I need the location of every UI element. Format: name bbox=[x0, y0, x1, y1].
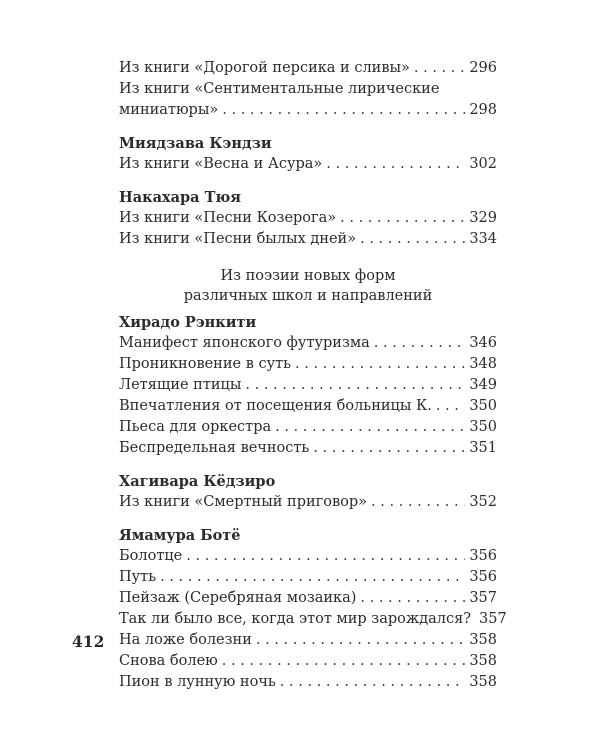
entry-title: Путь bbox=[119, 569, 157, 585]
toc-entry[interactable] bbox=[119, 567, 497, 588]
entry-page: 358 bbox=[469, 632, 497, 648]
entry-page: 329 bbox=[469, 210, 497, 226]
entry-title: Из книги «Весна и Асура» bbox=[119, 156, 323, 172]
toc-entry[interactable] bbox=[119, 630, 497, 651]
dot-leader bbox=[360, 229, 465, 250]
entry-page: 358 bbox=[469, 653, 497, 669]
dot-leader bbox=[326, 154, 465, 175]
toc-entry[interactable] bbox=[119, 154, 497, 175]
entry-title-continued: миниатюры» bbox=[119, 102, 219, 118]
entry-title: На ложе болезни bbox=[119, 632, 252, 648]
entry-page: 349 bbox=[469, 377, 497, 393]
dot-leader bbox=[186, 546, 465, 567]
dot-leader bbox=[160, 567, 465, 588]
toc-entry[interactable] bbox=[119, 492, 497, 513]
entry-page: 357 bbox=[469, 590, 497, 606]
entry-page: 351 bbox=[469, 440, 497, 456]
section-heading-line2: различных школ и направлений bbox=[183, 288, 433, 304]
author-heading: Накахара Тюя bbox=[119, 189, 241, 206]
toc-entry-line1[interactable] bbox=[119, 79, 497, 100]
entry-page: 334 bbox=[469, 231, 497, 247]
entry-page: 302 bbox=[469, 156, 497, 172]
toc-entry[interactable] bbox=[119, 546, 497, 567]
entry-title: Пьеса для оркестра bbox=[119, 419, 272, 435]
entry-page: 358 bbox=[469, 674, 497, 690]
entry-title: Из книги «Смертный приговор» bbox=[119, 494, 368, 510]
dot-leader bbox=[245, 375, 465, 396]
entry-page: 352 bbox=[469, 494, 497, 510]
toc-entry[interactable] bbox=[119, 333, 497, 354]
entry-title: Манифест японского футуризма bbox=[119, 335, 370, 351]
entry-title: Снова болею bbox=[119, 653, 218, 669]
toc-entry[interactable] bbox=[119, 229, 497, 250]
toc-entry[interactable] bbox=[119, 672, 497, 693]
entry-page: 356 bbox=[469, 548, 497, 564]
entry-title: Так ли было все, когда этот мир зарождался? bbox=[119, 611, 472, 627]
entry-title: Болотце bbox=[119, 548, 183, 564]
dot-leader bbox=[313, 438, 465, 459]
dot-leader bbox=[374, 333, 466, 354]
dot-leader bbox=[436, 396, 465, 417]
section-heading bbox=[119, 266, 497, 306]
toc-entry[interactable] bbox=[119, 208, 497, 229]
entry-page: 346 bbox=[469, 335, 497, 351]
author-heading: Ямамура Ботё bbox=[119, 527, 241, 544]
dot-leader bbox=[414, 58, 465, 79]
entry-title: Впечатления от посещения больницы К. bbox=[119, 398, 432, 414]
toc-entry[interactable] bbox=[119, 588, 497, 609]
entry-title: Из книги «Песни Козерога» bbox=[119, 210, 337, 226]
entry-title: Из книги «Дорогой персика и сливы» bbox=[119, 60, 410, 76]
toc-entry[interactable] bbox=[119, 609, 507, 630]
dot-leader bbox=[222, 100, 465, 121]
dot-leader bbox=[280, 672, 466, 693]
entry-page: 350 bbox=[469, 419, 497, 435]
entry-title: Беспредельная вечность bbox=[119, 440, 310, 456]
dot-leader bbox=[275, 417, 465, 438]
entry-page: 356 bbox=[469, 569, 497, 585]
table-of-contents bbox=[119, 58, 507, 693]
author-heading: Миядзава Кэндзи bbox=[119, 135, 272, 152]
entry-title: Пион в лунную ночь bbox=[119, 674, 276, 690]
dot-leader bbox=[360, 588, 465, 609]
entry-title: Проникновение в суть bbox=[119, 356, 292, 372]
author-heading: Хирадо Рэнкити bbox=[119, 314, 257, 331]
toc-entry[interactable] bbox=[119, 354, 497, 375]
toc-entry[interactable] bbox=[119, 438, 497, 459]
entry-title: Пейзаж (Серебряная мозаика) bbox=[119, 590, 357, 606]
dot-leader bbox=[371, 492, 465, 513]
entry-page: 350 bbox=[469, 398, 497, 414]
entry-page: 357 bbox=[479, 611, 507, 627]
entry-page: 296 bbox=[469, 60, 497, 76]
dot-leader bbox=[340, 208, 465, 229]
page-number: 412 bbox=[72, 632, 105, 651]
toc-entry[interactable] bbox=[119, 417, 497, 438]
toc-entry[interactable] bbox=[119, 58, 497, 79]
dot-leader bbox=[256, 630, 465, 651]
dot-leader bbox=[295, 354, 465, 375]
toc-entry[interactable] bbox=[119, 100, 497, 121]
entry-page: 348 bbox=[469, 356, 497, 372]
entry-title: Летящие птицы bbox=[119, 377, 242, 393]
dot-leader bbox=[222, 651, 466, 672]
toc-entry[interactable] bbox=[119, 396, 497, 417]
entry-title: Из книги «Сентиментальные лирические bbox=[119, 81, 440, 97]
toc-entry[interactable] bbox=[119, 375, 497, 396]
toc-entry[interactable] bbox=[119, 651, 497, 672]
section-heading-line1: Из поэзии новых форм bbox=[220, 268, 396, 284]
author-heading: Хагивара Кёдзиро bbox=[119, 473, 276, 490]
entry-title: Из книги «Песни былых дней» bbox=[119, 231, 357, 247]
entry-page: 298 bbox=[469, 102, 497, 118]
